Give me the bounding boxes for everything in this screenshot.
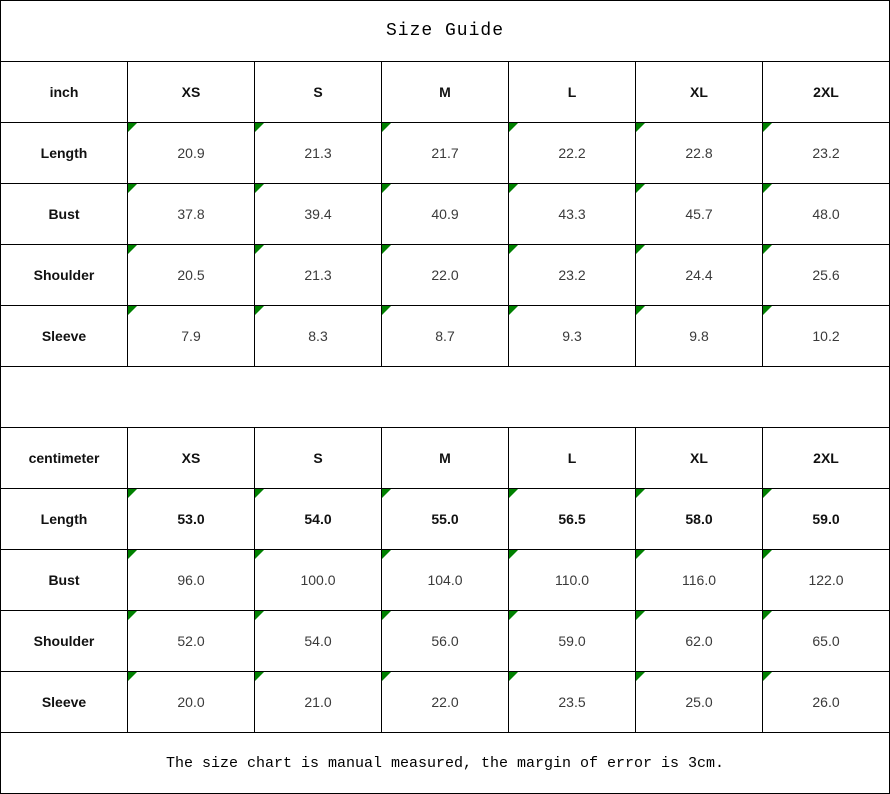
- measurement-value: 21.0: [304, 694, 332, 710]
- centimeter-header-row: [1, 428, 890, 489]
- corner-flag-icon: [636, 245, 645, 254]
- corner-flag-icon: [636, 489, 645, 498]
- measurement-value: 23.2: [558, 267, 586, 283]
- measurement-value: 26.0: [812, 694, 840, 710]
- corner-flag-icon: [763, 184, 772, 193]
- corner-flag-icon: [509, 306, 518, 315]
- row-label-sleeve: Sleeve: [1, 306, 128, 367]
- measurement-cell: [636, 611, 763, 672]
- measurement-value: 21.3: [304, 267, 332, 283]
- corner-flag-icon: [509, 672, 518, 681]
- size-header-m: M: [382, 428, 509, 489]
- corner-flag-icon: [636, 306, 645, 315]
- measurement-cell: [509, 245, 636, 306]
- corner-flag-icon: [382, 550, 391, 559]
- measurement-cell: [763, 489, 890, 550]
- measurement-cell: [509, 184, 636, 245]
- measurement-cell: [255, 306, 382, 367]
- measurement-cell: [636, 123, 763, 184]
- measurement-value: 23.2: [812, 145, 840, 161]
- size-header-2xl: 2XL: [763, 428, 890, 489]
- measurement-value: 8.3: [308, 328, 328, 344]
- corner-flag-icon: [763, 489, 772, 498]
- measurement-value: 43.3: [558, 206, 586, 222]
- corner-flag-icon: [636, 611, 645, 620]
- measurement-cell: [382, 184, 509, 245]
- table-row: [1, 306, 890, 367]
- measurement-cell: [636, 245, 763, 306]
- measurement-value: 25.6: [812, 267, 840, 283]
- corner-flag-icon: [382, 306, 391, 315]
- corner-flag-icon: [255, 245, 264, 254]
- corner-flag-icon: [255, 611, 264, 620]
- corner-flag-icon: [636, 184, 645, 193]
- corner-flag-icon: [763, 672, 772, 681]
- row-label-shoulder: Shoulder: [1, 611, 128, 672]
- measurement-value: 22.0: [431, 267, 459, 283]
- table-row: [1, 611, 890, 672]
- unit-header-centimeter: centimeter: [1, 428, 128, 489]
- measurement-value: 96.0: [177, 572, 205, 588]
- corner-flag-icon: [255, 550, 264, 559]
- corner-flag-icon: [763, 123, 772, 132]
- measurement-cell: [509, 611, 636, 672]
- measurement-cell: [763, 184, 890, 245]
- measurement-cell: [255, 672, 382, 733]
- measurement-value: 22.2: [558, 145, 586, 161]
- corner-flag-icon: [128, 550, 137, 559]
- measurement-cell: [382, 550, 509, 611]
- measurement-cell: [636, 550, 763, 611]
- measurement-value: 110.0: [555, 572, 589, 588]
- size-header-2xl: 2XL: [763, 62, 890, 123]
- measurement-cell: [636, 672, 763, 733]
- measurement-value: 20.9: [177, 145, 205, 161]
- row-label-bust: Bust: [1, 184, 128, 245]
- measurement-value: 37.8: [177, 206, 205, 222]
- measurement-cell: [636, 306, 763, 367]
- corner-flag-icon: [763, 550, 772, 559]
- measurement-cell: [382, 306, 509, 367]
- table-row: [1, 123, 890, 184]
- corner-flag-icon: [128, 489, 137, 498]
- measurement-cell: [763, 672, 890, 733]
- corner-flag-icon: [128, 611, 137, 620]
- measurement-value: 40.9: [431, 206, 459, 222]
- footer-row: [1, 733, 890, 794]
- measurement-value: 22.8: [685, 145, 713, 161]
- measurement-value: 59.0: [812, 511, 840, 527]
- row-label-sleeve: Sleeve: [1, 672, 128, 733]
- row-label-bust: Bust: [1, 550, 128, 611]
- title-row: [1, 1, 890, 62]
- corner-flag-icon: [255, 489, 264, 498]
- row-label-shoulder: Shoulder: [1, 245, 128, 306]
- inch-header-row: [1, 62, 890, 123]
- measurement-value: 54.0: [304, 511, 332, 527]
- measurement-value: 20.5: [177, 267, 205, 283]
- table-row: [1, 489, 890, 550]
- measurement-cell: [382, 489, 509, 550]
- corner-flag-icon: [128, 123, 137, 132]
- corner-flag-icon: [382, 611, 391, 620]
- measurement-cell: [382, 611, 509, 672]
- size-header-l: L: [509, 62, 636, 123]
- measurement-value: 53.0: [177, 511, 205, 527]
- measurement-value: 9.3: [562, 328, 582, 344]
- measurement-value: 24.4: [685, 267, 713, 283]
- corner-flag-icon: [128, 306, 137, 315]
- measurement-value: 21.7: [431, 145, 459, 161]
- measurement-value: 55.0: [431, 511, 459, 527]
- measurement-value: 7.9: [181, 328, 201, 344]
- corner-flag-icon: [509, 245, 518, 254]
- corner-flag-icon: [636, 550, 645, 559]
- measurement-value: 52.0: [177, 633, 205, 649]
- measurement-value: 56.0: [431, 633, 459, 649]
- spacer-row: [1, 367, 890, 428]
- size-header-xs: XS: [128, 62, 255, 123]
- measurement-cell: [763, 123, 890, 184]
- measurement-value: 8.7: [435, 328, 455, 344]
- measurement-value: 59.0: [558, 633, 586, 649]
- size-header-xl: XL: [636, 62, 763, 123]
- measurement-cell: [763, 611, 890, 672]
- corner-flag-icon: [509, 489, 518, 498]
- measurement-value: 48.0: [812, 206, 840, 222]
- measurement-cell: [255, 611, 382, 672]
- measurement-cell: [128, 672, 255, 733]
- corner-flag-icon: [382, 184, 391, 193]
- size-header-s: S: [255, 428, 382, 489]
- page-title: Size Guide: [1, 1, 890, 62]
- measurement-cell: [255, 123, 382, 184]
- corner-flag-icon: [763, 245, 772, 254]
- measurement-value: 23.5: [558, 694, 586, 710]
- measurement-cell: [128, 611, 255, 672]
- measurement-cell: [763, 550, 890, 611]
- unit-header-inch: inch: [1, 62, 128, 123]
- row-label-length: Length: [1, 123, 128, 184]
- measurement-cell: [382, 672, 509, 733]
- table-row: [1, 184, 890, 245]
- footer-note: The size chart is manual measured, the margin of error is 3cm.: [1, 733, 890, 794]
- measurement-cell: [128, 245, 255, 306]
- measurement-value: 21.3: [304, 145, 332, 161]
- measurement-value: 65.0: [812, 633, 840, 649]
- measurement-value: 9.8: [689, 328, 709, 344]
- table-row: [1, 550, 890, 611]
- measurement-value: 104.0: [427, 572, 463, 588]
- corner-flag-icon: [128, 245, 137, 254]
- corner-flag-icon: [255, 123, 264, 132]
- corner-flag-icon: [509, 184, 518, 193]
- corner-flag-icon: [255, 184, 264, 193]
- measurement-cell: [763, 306, 890, 367]
- corner-flag-icon: [382, 245, 391, 254]
- corner-flag-icon: [128, 184, 137, 193]
- table-row: [1, 672, 890, 733]
- size-header-xs: XS: [128, 428, 255, 489]
- corner-flag-icon: [382, 489, 391, 498]
- measurement-cell: [128, 123, 255, 184]
- spacer-cell: [1, 367, 890, 428]
- measurement-value: 22.0: [431, 694, 459, 710]
- corner-flag-icon: [382, 123, 391, 132]
- corner-flag-icon: [636, 123, 645, 132]
- measurement-cell: [382, 245, 509, 306]
- corner-flag-icon: [763, 611, 772, 620]
- measurement-value: 100.0: [300, 572, 336, 588]
- measurement-value: 10.2: [812, 328, 840, 344]
- size-header-xl: XL: [636, 428, 763, 489]
- measurement-cell: [255, 184, 382, 245]
- table-row: [1, 245, 890, 306]
- size-header-l: L: [509, 428, 636, 489]
- measurement-value: 62.0: [685, 633, 713, 649]
- measurement-cell: [509, 123, 636, 184]
- measurement-cell: [128, 306, 255, 367]
- measurement-cell: [763, 245, 890, 306]
- measurement-value: 116.0: [682, 572, 716, 588]
- corner-flag-icon: [255, 306, 264, 315]
- measurement-value: 122.0: [808, 572, 844, 588]
- measurement-value: 54.0: [304, 633, 332, 649]
- measurement-cell: [255, 489, 382, 550]
- measurement-cell: [128, 550, 255, 611]
- measurement-value: 39.4: [304, 206, 332, 222]
- measurement-cell: [509, 672, 636, 733]
- corner-flag-icon: [763, 306, 772, 315]
- corner-flag-icon: [636, 672, 645, 681]
- measurement-value: 20.0: [177, 694, 205, 710]
- size-header-s: S: [255, 62, 382, 123]
- size-header-m: M: [382, 62, 509, 123]
- measurement-value: 25.0: [685, 694, 713, 710]
- measurement-cell: [509, 489, 636, 550]
- row-label-length: Length: [1, 489, 128, 550]
- measurement-value: 45.7: [685, 206, 713, 222]
- measurement-cell: [382, 123, 509, 184]
- measurement-value: 56.5: [558, 511, 586, 527]
- measurement-cell: [255, 550, 382, 611]
- measurement-value: 58.0: [685, 511, 713, 527]
- measurement-cell: [128, 184, 255, 245]
- corner-flag-icon: [128, 672, 137, 681]
- corner-flag-icon: [382, 672, 391, 681]
- corner-flag-icon: [509, 611, 518, 620]
- measurement-cell: [255, 245, 382, 306]
- measurement-cell: [636, 184, 763, 245]
- measurement-cell: [509, 306, 636, 367]
- measurement-cell: [509, 550, 636, 611]
- measurement-cell: [636, 489, 763, 550]
- corner-flag-icon: [509, 123, 518, 132]
- corner-flag-icon: [255, 672, 264, 681]
- corner-flag-icon: [509, 550, 518, 559]
- measurement-cell: [128, 489, 255, 550]
